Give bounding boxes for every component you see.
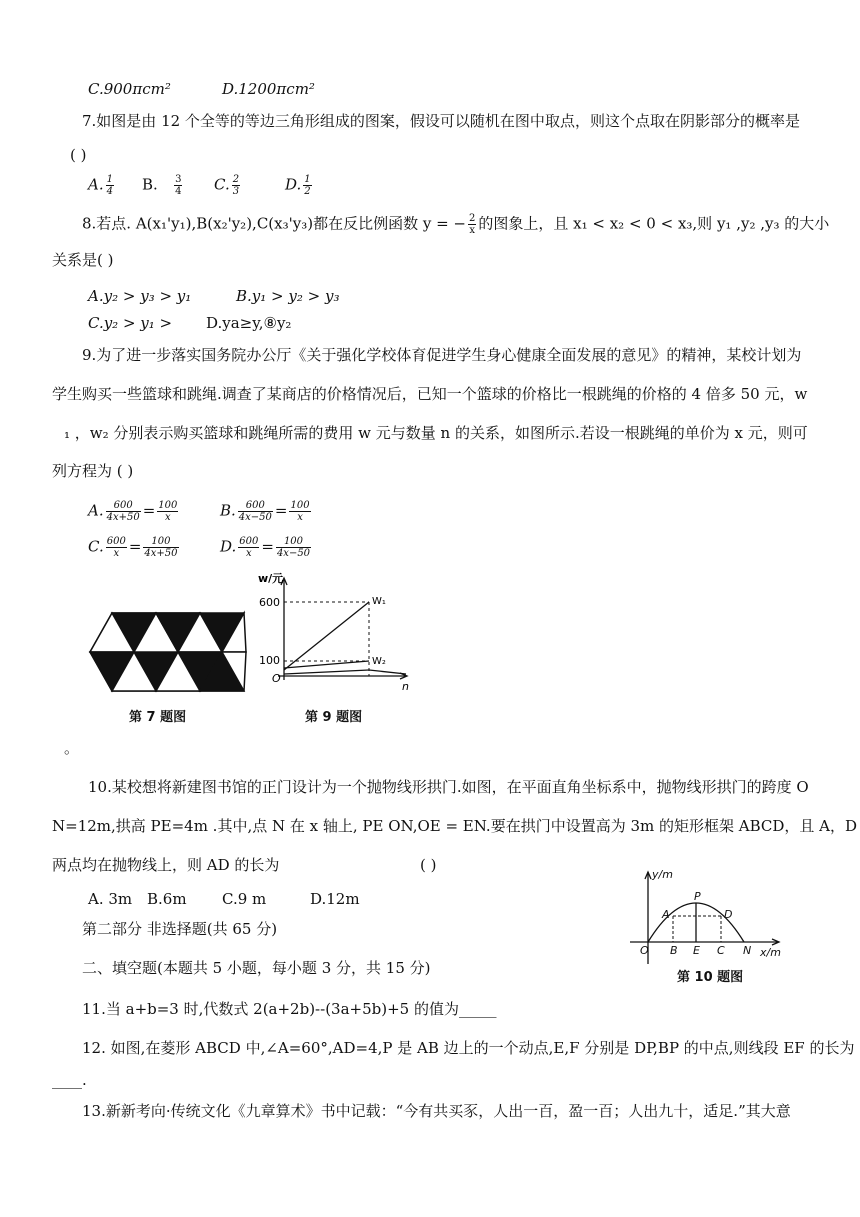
q10-option-c: C.9 m [222,890,267,908]
fig9-w2-label: W₂ [372,656,386,667]
q9-line-3: ₁ ，w₂ 分别表示购买篮球和跳绳所需的费用 w 元与数量 n 的关系，如图所示.若设一根跳绳的单价为 x 元，则可 [64,424,808,442]
fig10-label-d: D [724,908,733,921]
figure-9-caption: 第 9 题图 [305,710,363,725]
q7-stem: 7.如图是由 12 个全等的等边三角形组成的图案，假设可以随机在图中取点，则这个点取在阴影部分的概率是 [82,112,800,130]
fig9-origin: O [272,672,281,685]
figure-9-graph [256,570,416,690]
q8-stem: 8.若点. A(x₁'y₁),B(x₂'y₂),C(x₃'y₃)都在反比例函数 y = − $\frac{2}{x}$ 的图象上，且 x₁ < x₂ < 0 < x₃,则 y₁ ,y₂ ,y₃ 的大小 [82,213,830,236]
q8-option-d: D.ya≥y,⑧y₂ [206,314,292,332]
q8-option-b: B.y₁ > y₂ > y₃ [236,287,340,305]
fig10-label-o: O [640,944,649,957]
fig10-label-c: C [717,944,725,957]
q8-stem-end: 关系是( ) [52,251,114,269]
stray-mark: 。 [64,739,80,757]
fig10-label-b: B [670,944,678,957]
q9-line-1: 9.为了进一步落实国务院办公厅《关于强化学校体育促进学生身心健康全面发展的意见》的精神，某校计划为 [82,346,802,364]
q7-option-d: D. $\frac{1}{2}$ [285,174,311,197]
q9-option-d: D. $\frac{600}{x}$ = $\frac{100}{4x-50}$ [220,536,311,559]
q12-line-1: 12. 如图,在菱形 ABCD 中,∠A=60°,AD=4,P 是 AB 边上的一个动点,E,F 分别是 DP,BP 的中点,则线段 EF 的长为 [82,1039,855,1057]
q9-option-a: A. $\frac{600}{4x+50}$ = $\frac{100}{x}$ [88,500,178,523]
q9-option-b: B. $\frac{600}{4x-50}$ = $\frac{100}{x}$ [220,500,310,523]
q8-option-c: C.y₂ > y₁ > [88,314,173,332]
q8-option-a: A.y₂ > y₃ > y₁ [88,287,192,305]
q7-option-c: C. $\frac{2}{3}$ [214,174,240,197]
q9-option-c: C. $\frac{600}{x}$ = $\frac{100}{4x+50}$ [88,536,178,559]
q9-line-2: 学生购买一些篮球和跳绳.调查了某商店的价格情况后，已知一个篮球的价格比一根跳绳的价格的 4 倍多 50 元，w [52,385,808,403]
fig9-tick-100: 100 [259,654,280,667]
figure-7-caption: 第 7 题图 [129,710,187,725]
q10-option-b: B.6m [147,890,187,908]
q7-paren: ( ) [70,146,87,164]
fig10-xlabel: x/m [760,946,781,959]
q7-option-a: A. $\frac{1}{4}$ [88,174,113,197]
fig10-label-n: N [743,944,752,957]
fig9-xlabel: n [402,680,409,690]
q10-option-a: A. 3m [88,890,133,908]
q13: 13.新新考向·传统文化《九章算术》书中记载：“今有共买豕，人出一百，盈一百；人出九十，适足.”其大意 [82,1102,791,1120]
part-2-heading: 第二部分 非选择题(共 65 分) [82,920,278,938]
q6-option-d: D.1200πcm² [222,80,315,98]
q10-paren: ( ) [420,856,437,874]
q6-option-c: C.900πcm² [88,80,171,98]
fig9-ylabel: w/元 [258,572,284,585]
fig10-label-e: E [693,944,700,957]
fig10-ylabel: y/m [652,868,673,881]
q11: 11.当 a+b=3 时,代数式 2(a+2b)--(3a+5b)+5 的值为_____ [82,1000,497,1018]
q7-option-b: B. $\frac{3}{4}$ [142,174,182,197]
fig9-tick-600: 600 [259,596,280,609]
figure-10-caption: 第 10 题图 [677,970,744,985]
fig10-label-p: P [694,890,701,903]
section-2-heading: 二、填空题(本题共 5 小题，每小题 3 分，共 15 分) [82,959,431,977]
figure-7-hexagon-pattern [86,604,250,700]
figure-10-parabola-graph [628,868,788,968]
q9-line-4: 列方程为 ( ) [52,462,134,480]
fig10-label-a: A [662,908,670,921]
q10-line-1: 10.某校想将新建图书馆的正门设计为一个抛物线形拱门.如图，在平面直角坐标系中，抛物线形拱门的跨度 O [88,778,809,796]
q10-option-d: D.12m [310,890,360,908]
q12-line-2: ____. [52,1071,87,1089]
fig9-w1-label: W₁ [372,596,386,607]
q10-line-2: N=12m,拱高 PE=4m .其中,点 N 在 x 轴上, PE ON,OE = EN.要在拱门中设置高为 3m 的矩形框架 ABCD，且 A，D [52,817,858,835]
q10-line-3: 两点均在抛物线上，则 AD 的长为 [52,856,280,874]
